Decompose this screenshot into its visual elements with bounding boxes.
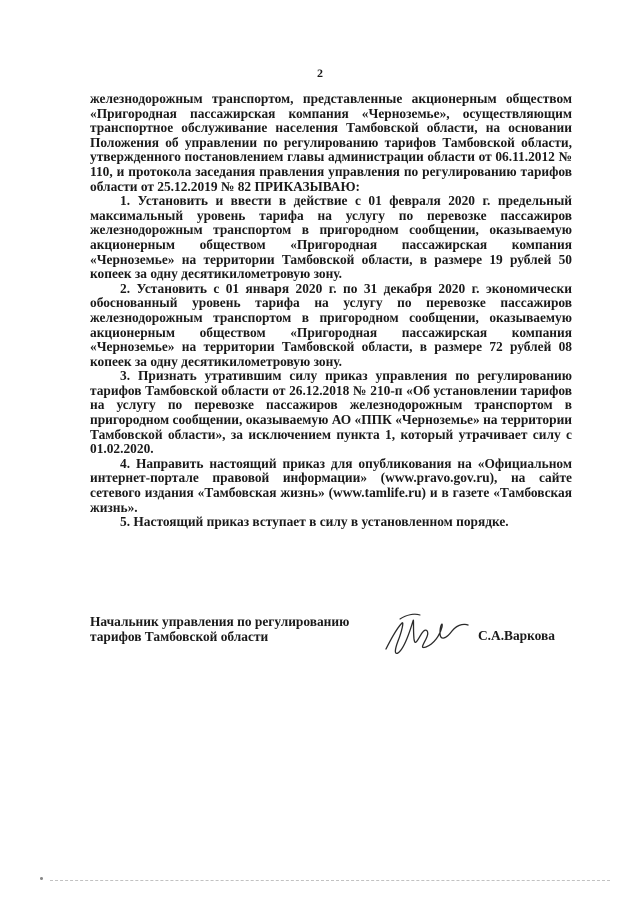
order-item-2: 2. Установить с 01 января 2020 г. по 31 декабря 2020 г. экономически обоснованный уровень тарифа на услугу по перевозке пассажиров железнодорожным транспортом в пригородном сообщении, оказываемую акционерным обществом «Пригородная пассажирская компания «Черноземье» на территории Тамбовской области, в размере 72 рублей 08 копеек за одну десятикилометровую зону. bbox=[90, 280, 572, 369]
handwritten-signature bbox=[380, 609, 475, 667]
order-item-4: 4. Направить настоящий приказ для опубликования на «Официальном интернет-портале правовой информации» (www.pravo.gov.ru), на сайте сетевого издания «Тамбовская жизнь» (www.tamlife.ru) и в газете «Тамбовская жизнь». bbox=[90, 455, 572, 515]
footer-rule bbox=[50, 880, 610, 881]
order-item-5: 5. Настоящий приказ вступает в силу в установленном порядке. bbox=[120, 514, 509, 530]
signatory-title bbox=[90, 615, 360, 644]
document-body bbox=[90, 92, 572, 530]
order-item-1: 1. Установить и ввести в действие с 01 февраля 2020 г. предельный максимальный уровень тарифа на услугу по перевозке пассажиров железнодорожным транспортом в пригородном сообщении, оказываемую акционерным обществом «Пригородная пассажирская компания «Черноземье» на территории Тамбовской области, в размере 19 рублей 50 копеек за одну десятикилометровую зону. bbox=[90, 193, 572, 282]
signatory-title-line-2: тарифов Тамбовской области bbox=[90, 628, 269, 644]
intro-paragraph: железнодорожным транспортом, представленные акционерным обществом «Пригородная пассажирская компания «Черноземье», осуществляющим транспортное обслуживание населения Тамбовской области, на основании Положения об управлении по регулированию тарифов Тамбовской области, утвержденного постановлением главы администрации области от 06.11.2012 № 110, и протокола заседания правления управления по регулированию тарифов области от 25.12.2019 № 82 ПРИКАЗЫВАЮ: bbox=[90, 91, 572, 194]
page-number: 2 bbox=[317, 66, 323, 80]
scan-dot bbox=[40, 877, 43, 880]
signature-block bbox=[90, 615, 572, 675]
signatory-title-line-1: Начальник управления по регулированию bbox=[90, 614, 350, 629]
order-item-3: 3. Признать утратившим силу приказ управления по регулированию тарифов Тамбовской области от 26.12.2018 № 210-п «Об установлении тарифов на услугу по перевозке пассажиров железнодорожным транспортом в пригородном сообщении, оказываемую АО «ППК «Черноземье» на территории Тамбовской области», за исключением пункта 1, который утрачивает силу с 01.02.2020. bbox=[90, 368, 572, 457]
signatory-name: С.А.Варкова bbox=[478, 628, 555, 643]
